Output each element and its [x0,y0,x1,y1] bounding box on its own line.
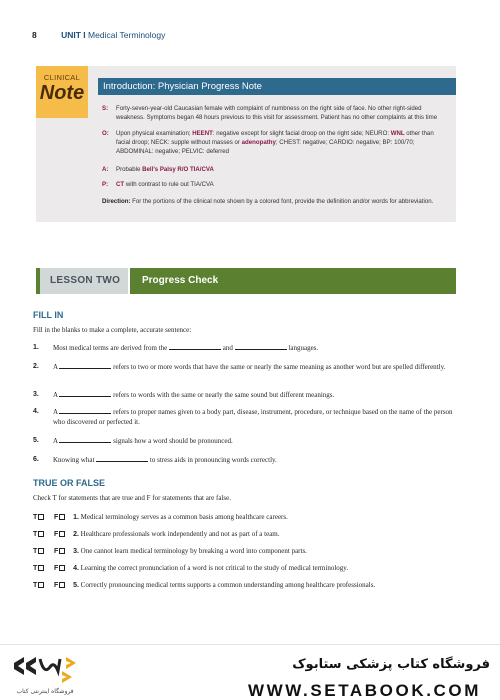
footer-banner [0,644,500,700]
setabook-logo[interactable] [10,653,80,687]
soap-plan: P: CT with contrast to rule out TIA/CVA [102,181,214,188]
answer-blank[interactable] [96,455,148,462]
true-checkbox[interactable] [38,582,44,588]
fill-in-item: 2. A refers to two or more words that have the same or nearly the same meaning as another word but are spelled differently. [33,363,446,371]
answer-blank[interactable] [59,436,111,443]
fill-in-heading: FILL IN [33,310,64,320]
false-checkbox[interactable] [59,531,65,537]
highlight-wnl: WNL [390,130,405,137]
answer-blank[interactable] [59,362,111,369]
clinical-note-direction: Direction: For the portions of the clinical note shown by a colored font, provide the definition and/or words for abbreviation. [102,198,434,205]
fill-in-item: 3. A refers to words with the same or nearly the same sound but different meanings. [33,391,335,399]
clinical-note-box [36,66,456,222]
note-tag-label: Note [39,82,85,104]
true-false-heading: TRUE OR FALSE [33,478,106,488]
fill-in-item: 6. Knowing what to stress aids in pronouncing words correctly. [33,456,277,464]
highlight-adenopathy: adenopathy [241,139,276,146]
clinical-tag-label: CLINICAL [43,73,81,82]
true-checkbox[interactable] [38,531,44,537]
true-false-item: T F 3. One cannot learn medical terminology by breaking a word into component parts. [33,547,307,555]
highlight-heent: HEENT [192,130,213,137]
true-false-item: T F 4. Learning the correct pronunciation of a word is not critical to the study of medical terminology. [33,564,349,572]
soap-objective: O: Upon physical examination; HEENT: negative except for slight facial droop on the right side; NEURO: WNL other than facial droop; NECK: supple without masses or adenopathy; CHEST: negative; CARDIO: negative; BP: 100/70; ABDOMINAL: negative; PELVIC: deferred [102,130,434,155]
false-checkbox[interactable] [59,514,65,520]
highlight-ct: CT [116,181,125,188]
answer-blank[interactable] [235,343,287,350]
fill-in-item: 1. Most medical terms are derived from the and languages. [33,344,319,352]
true-false-item: T F 1. Medical terminology serves as a common basis among healthcare careers. [33,513,288,521]
fill-in-item: 4. A refers to proper names given to a body part, disease, instrument, procedure, or technique based on the name of the person who discovered or perfected it. [33,408,453,426]
unit-title: Medical Terminology [88,30,166,40]
soap-assessment: A: Probable Bell’s Palsy R/O TIA/CVA [102,166,214,173]
lesson-title: Progress Check [130,268,456,294]
answer-blank[interactable] [59,407,111,414]
true-false-item: T F 5. Correctly pronouncing medical terms supports a common understanding among healthcare professionals. [33,581,376,589]
clinical-note-title: Introduction: Physician Progress Note [98,78,456,95]
page-number: 8 [32,30,37,40]
false-checkbox[interactable] [59,565,65,571]
answer-blank[interactable] [169,343,221,350]
soap-subjective: S: Forty-seven-year-old Caucasian female with complaint of numbness on the right side of face. No other right-sided weakness. Symptoms began 48 hours previous to this visit for assessment. Patient has no other complaints at this time [102,105,438,121]
true-false-item: T F 2. Healthcare professionals work independently and not as part of a team. [33,530,280,538]
setabook-logo-icon [10,653,80,687]
lesson-banner [36,268,456,294]
store-name-persian: فروشگاه کتاب پزشکی ستابوک [292,657,490,672]
clinical-note-tag [36,66,88,118]
false-checkbox[interactable] [59,582,65,588]
false-checkbox[interactable] [59,548,65,554]
logo-subtitle: فروشگاه اینترنتی کتاب [16,688,74,695]
lesson-label: LESSON TWO [36,268,128,294]
true-checkbox[interactable] [38,548,44,554]
store-url[interactable]: WWW.SETABOOK.COM [248,681,481,700]
answer-blank[interactable] [59,390,111,397]
true-false-instruction: Check T for statements that are true and F for statements that are false. [33,494,232,502]
fill-in-instruction: Fill in the blanks to make a complete, accurate sentence: [33,326,192,334]
fill-in-item: 5. A signals how a word should be pronounced. [33,437,233,445]
true-checkbox[interactable] [38,565,44,571]
true-checkbox[interactable] [38,514,44,520]
unit-label: UNIT I [61,30,86,40]
highlight-bells-palsy: Bell’s Palsy R/O TIA/CVA [142,166,214,173]
page-header [32,30,165,40]
